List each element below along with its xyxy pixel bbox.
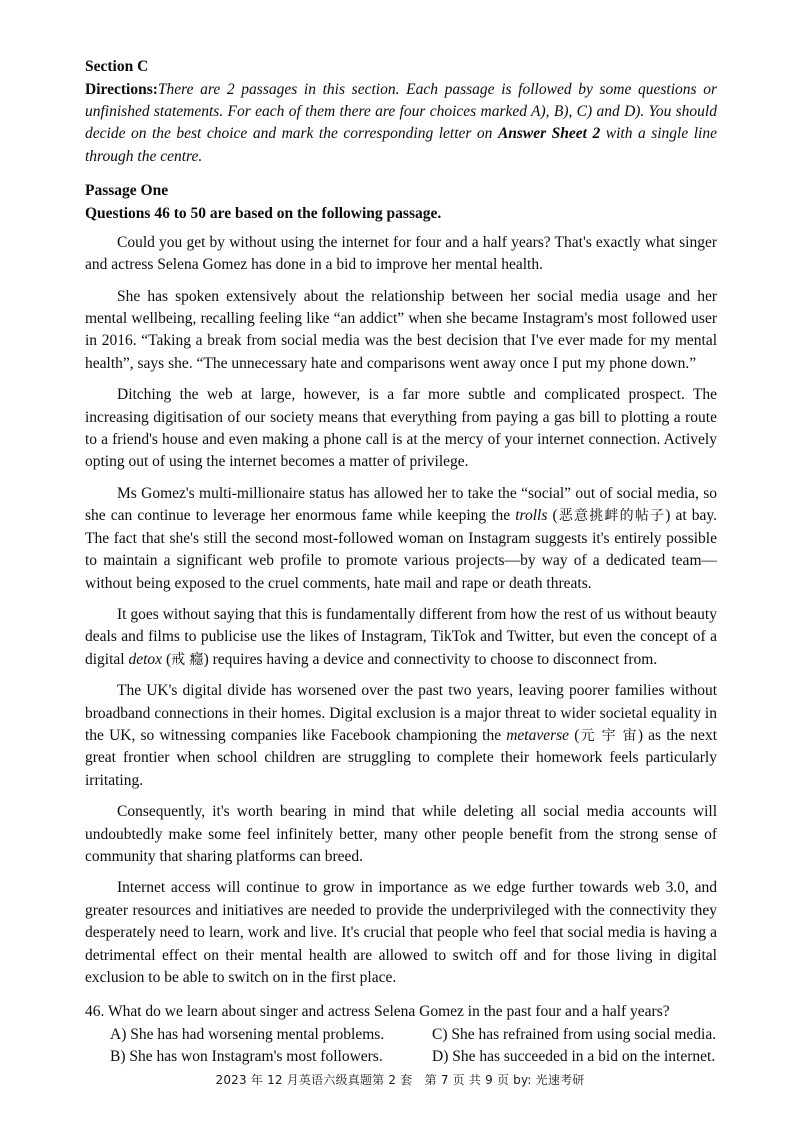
text-run: ) requires having a device and connectivity to choose to disconnect from. [203, 650, 658, 668]
question-46-options-row-2 [85, 1046, 717, 1068]
passage-paragraph-1: Could you get by without using the internet for four and a half years? That's exactly what singer and actress Selena Gomez has done in a bid to improve her mental health. [85, 233, 717, 274]
chinese-gloss: 恶意挑衅的帖子 [557, 508, 666, 525]
passage-paragraph-5 [85, 604, 717, 671]
questions-range-heading: Questions 46 to 50 are based on the following passage. [85, 204, 442, 222]
passage-paragraph-8: Internet access will continue to grow in importance as we edge further towards web 3.0, and greater resources and initiatives are needed to provide the underprivileged with the connectivity they desperately need to learn, work and live. It's crucial that people who feel that social media is having a detrimental effect on their mental health are allowed to switch off and for those living in digital exclusion to be able to switch on in the first place. [85, 879, 717, 986]
text-run: Ms Gomez's multi-millionaire status has allowed her to take the “social” out of social media, so she can continue to leverage her enormous fame while keeping the [85, 484, 717, 525]
page-footer [0, 1072, 800, 1088]
document-body [85, 56, 717, 1069]
directions-label: Directions: [85, 81, 158, 98]
directions-text-1: There are 2 passages in this section. Each passage is followed by some questions or unfinished statements. For each of them there are four choices marked A), B), C) and D). You should decide on the best choice and mark the corresponding letter on [85, 81, 717, 143]
question-46-option-c[interactable]: C) She has refrained from using social media. [432, 1025, 717, 1043]
text-run: ( [569, 726, 580, 744]
chinese-gloss: 元 宇 宙 [579, 727, 638, 744]
answer-sheet-reference: Answer Sheet 2 [497, 125, 601, 143]
section-title: Section C [85, 58, 149, 75]
text-run: ) as the next great frontier when school children are struggling to complete their homework feels particularly irritating. [85, 726, 717, 789]
italic-term: trolls [515, 507, 548, 525]
italic-term: detox [128, 650, 163, 668]
question-46-option-a[interactable]: A) She has had worsening mental problems. [110, 1025, 385, 1043]
passage-paragraph-6 [85, 680, 717, 792]
passage-paragraph-4 [85, 483, 717, 595]
text-run: ( [162, 650, 172, 668]
passage-label: Passage One [85, 181, 169, 199]
passage-paragraph-7: Consequently, it's worth bearing in mind that while deleting all social media accounts will undoubtedly make some feel infinitely better, many other people benefit from the strong sense of community that sharing platforms can breed. [85, 803, 717, 865]
question-46-block [85, 1001, 717, 1068]
directions-paragraph [85, 79, 717, 168]
text-run: ) at bay. The fact that she's still the second most-followed woman on Instagram suggests it's entirely possible to maintain a significant web profile to promote various projects—by way of a dedicated team—without being exposed to the cruel comments, hate mail and rape or death threats. [85, 507, 717, 592]
question-46-options-row-1 [85, 1024, 717, 1046]
footer-text: 2023 年 12 月英语六级真题第 2 套 第 7 页 共 9 页 by: 光速考研 [215, 1073, 585, 1087]
directions-text-2: with a single line through the centre. [85, 125, 717, 165]
italic-term: metaverse [506, 726, 570, 744]
question-46-stem: 46. What do we learn about singer and actress Selena Gomez in the past four and a half years? [85, 1003, 670, 1021]
text-run: The UK's digital divide has worsened over the past two years, leaving poorer families without broadband connections in their homes. Digital exclusion is a major threat to wider societal equality in the UK, so witnessing companies like Facebook championing the [85, 682, 717, 744]
question-46-option-d[interactable]: D) She has succeeded in a bid on the internet. [432, 1048, 716, 1066]
passage-paragraph-2: She has spoken extensively about the relationship between her social media usage and her mental wellbeing, recalling feeling like “an addict” when she became Instagram's most followed user in 2016. “Taking a break from social media was the best decision that I've ever made for my mental health”, says she. “The unnecessary hate and comparisons went away once I put my phone down.” [85, 287, 717, 372]
question-46-option-b[interactable]: B) She has won Instagram's most followers. [110, 1048, 383, 1066]
passage-paragraph-3: Ditching the web at large, however, is a far more subtle and complicated prospect. The increasing digitisation of our society means that everything from paying a gas bill to plotting a route to a friend's house and even making a phone call is at the mercy of your internet connection. Actively opting out of using the internet becomes a matter of privilege. [85, 386, 717, 471]
text-run: It goes without saying that this is fundamentally different from how the rest of us without beauty deals and films to publicise use the likes of Instagram, TikTok and Twitter, but even the concept of a digital [85, 605, 717, 668]
chinese-gloss: 戒 癮 [171, 651, 204, 668]
text-run: ( [547, 507, 558, 525]
